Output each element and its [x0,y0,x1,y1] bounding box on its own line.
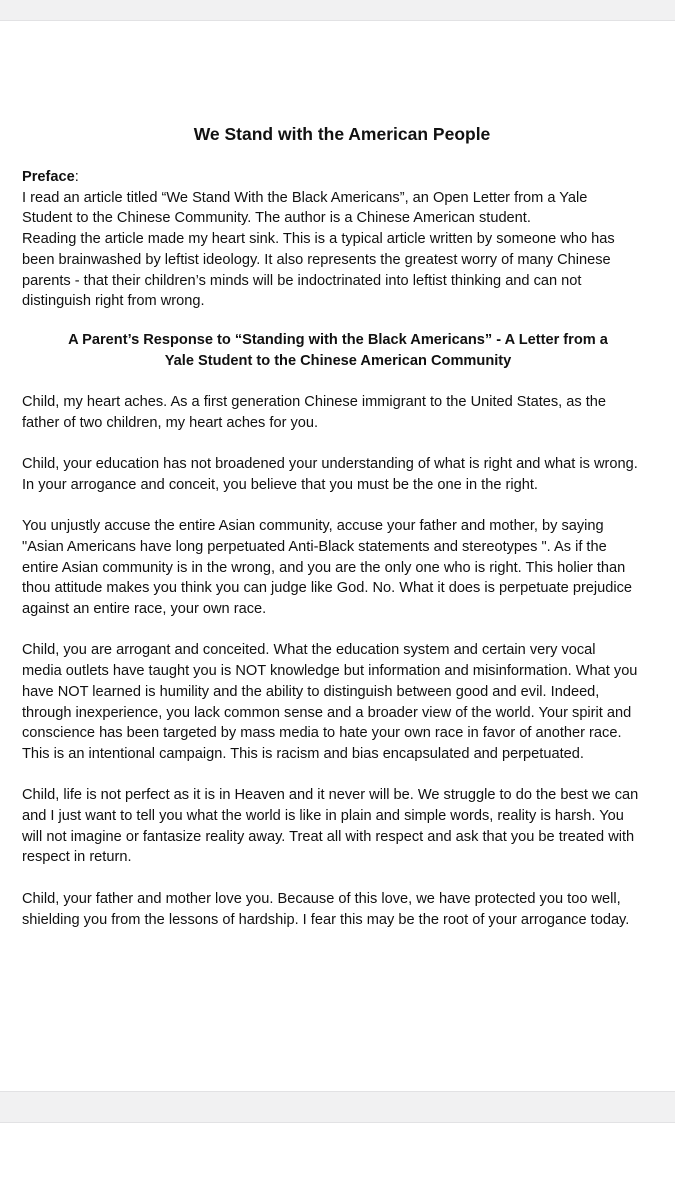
subtitle-line: Yale Student to the Chinese American Community [164,352,512,369]
paragraph-line: You unjustly accuse the entire Asian community, accuse your father and mother, by saying [22,518,604,535]
paragraph-line: media outlets have taught you is NOT knowledge but information and misinformation. What you [22,663,638,680]
preface-line: been brainwashed by leftist ideology. It also represents the greatest worry of many Chinese [22,251,611,268]
preface-line: distinguish right from wrong. [22,293,205,310]
paragraph-line: Child, you are arrogant and conceited. What the education system and certain very vocal [22,642,596,659]
paragraph-line: Child, your education has not broadened your understanding of what is right and what is wrong. [22,456,638,473]
document-page [0,20,675,1092]
paragraph-line: conscience has been targeted by mass media to hate your own race in favor of another race. [22,725,622,742]
paragraph-line: This is an intentional campaign. This is racism and bias encapsulated and perpetuated. [22,745,584,762]
next-document-page [0,1122,675,1200]
paragraph-line: Child, my heart aches. As a first generation Chinese immigrant to the United States, as the [22,394,607,411]
viewer-top-strip [0,0,675,20]
paragraph-line: Child, life is not perfect as it is in Heaven and it never will be. We struggle to do the best we can [22,787,639,804]
preface-heading [22,167,654,188]
preface-line: parents - that their children’s minds will be indoctrinated into leftist thinking and can not [22,272,582,289]
paragraph-line: father of two children, my heart aches for you. [22,414,319,431]
subtitle-line: A Parent’s Response to “Standing with the Black Americans” - A Letter from a [68,331,608,348]
document-content [22,123,654,951]
paragraph-line: against an entire race, your own race. [22,601,267,618]
paragraph-line: through inexperience, you lack common sense and a broader view of the world. Your spirit and [22,704,632,721]
paragraph-line: entire Asian community is in the wrong, and you are the only one who is right. This holier than [22,559,626,576]
paragraph-line: thou attitude makes you think you can judge like God. No. What it does is perpetuate prejudice [22,580,633,597]
body-paragraph [22,392,654,433]
document-title: We Stand with the American People [193,124,491,144]
preface-label: Preface [22,169,75,185]
body-paragraph [22,785,654,868]
paragraph-line: have NOT learned is humility and the ability to distinguish between good and evil. Indeed, [22,683,600,700]
page-gap [0,1092,675,1122]
body-paragraph [22,454,654,495]
paragraph-line: and I just want to tell you what the world is like in plain and simple words, reality is harsh. You [22,808,624,825]
paragraph-line: "Asian Americans have long perpetuated Anti-Black statements and stereotypes ". As if the [22,538,607,555]
letter-subtitle [22,330,654,371]
body-paragraph [22,640,654,764]
paragraph-line: will not imagine or fantasize reality away. Treat all with respect and ask that you be treated with [22,828,635,845]
paragraph-line: respect in return. [22,849,132,866]
preface-line: Reading the article made my heart sink. This is a typical article written by someone who has [22,231,615,248]
body-paragraph [22,516,654,620]
body-paragraph [22,889,654,930]
preface-colon: : [74,169,79,185]
preface-line: Student to the Chinese Community. The author is a Chinese American student. [22,210,531,227]
preface-line: I read an article titled “We Stand With the Black Americans”, an Open Letter from a Yale [22,189,588,206]
paragraph-line: In your arrogance and conceit, you believe that you must be the one in the right. [22,476,538,493]
preface-paragraph [22,167,654,312]
paragraph-line: shielding you from the lessons of hardship. I fear this may be the root of your arrogance today. [22,911,630,928]
paragraph-line: Child, your father and mother love you. Because of this love, we have protected you too well, [22,890,621,907]
